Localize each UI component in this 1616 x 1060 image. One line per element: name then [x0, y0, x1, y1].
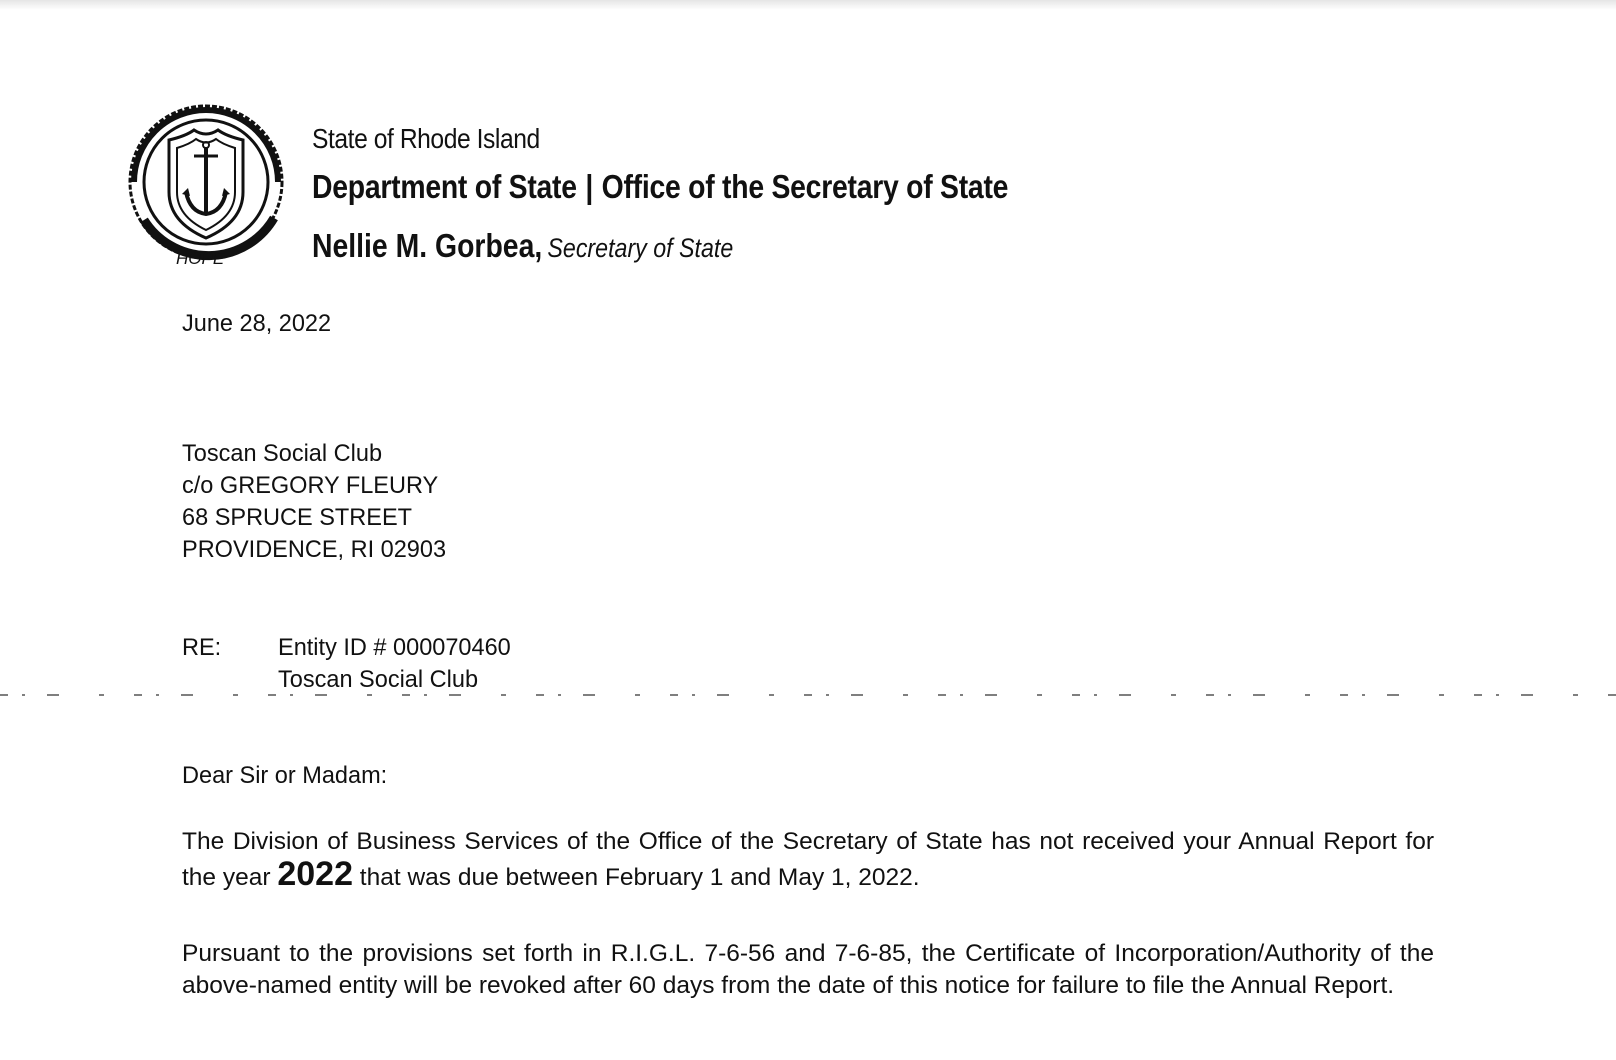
scan-artifact-line: [0, 693, 1616, 697]
recipient-care-of: c/o GREGORY FLEURY: [182, 472, 439, 499]
re-label: RE:: [182, 634, 222, 661]
letter-date: June 28, 2022: [182, 310, 332, 337]
paragraph1-after-year: that was due between February 1 and May 1, 2022.: [352, 864, 920, 891]
letterhead-separator: |: [585, 168, 594, 205]
letterhead-department-line: [312, 168, 1008, 206]
letterhead-secretary-line: [312, 227, 733, 265]
paragraph1-year: 2022: [277, 855, 353, 893]
recipient-street: 68 SPRUCE STREET: [182, 504, 413, 531]
recipient-name: Toscan Social Club: [182, 440, 383, 467]
re-entity-name: Toscan Social Club: [278, 666, 479, 693]
letterhead-department: Department of State: [312, 168, 577, 205]
letterhead-state: State of Rhode Island: [312, 123, 540, 154]
salutation: Dear Sir or Madam:: [182, 762, 388, 789]
seal-motto: HOPE: [176, 249, 225, 268]
secretary-name: Nellie M. Gorbea,: [312, 227, 543, 264]
paragraph-revocation-notice: Pursuant to the provisions set forth in R.I.G.L. 7-6-56 and 7-6-85, the Certificate of Incorporation/Authority of the above-named entity will be revoked after 60 days from the date of this notice for failure to file the Annual Report.: [182, 940, 1434, 999]
letterhead-office: Office of the Secretary of State: [601, 168, 1009, 205]
paragraph1-before-year: The Division of Business Services of the Office of the Secretary of State has not received your Annual Report for the year: [182, 828, 1434, 891]
paragraph-annual-report-notice: [182, 826, 1434, 894]
re-body: [278, 632, 511, 696]
secretary-title: Secretary of State: [547, 233, 734, 263]
recipient-address: [182, 438, 446, 566]
rhode-island-seal: [124, 100, 290, 276]
recipient-city-state-zip: PROVIDENCE, RI 02903: [182, 536, 447, 563]
re-entity-id: Entity ID # 000070460: [278, 634, 511, 661]
top-shadow: [0, 0, 1616, 10]
